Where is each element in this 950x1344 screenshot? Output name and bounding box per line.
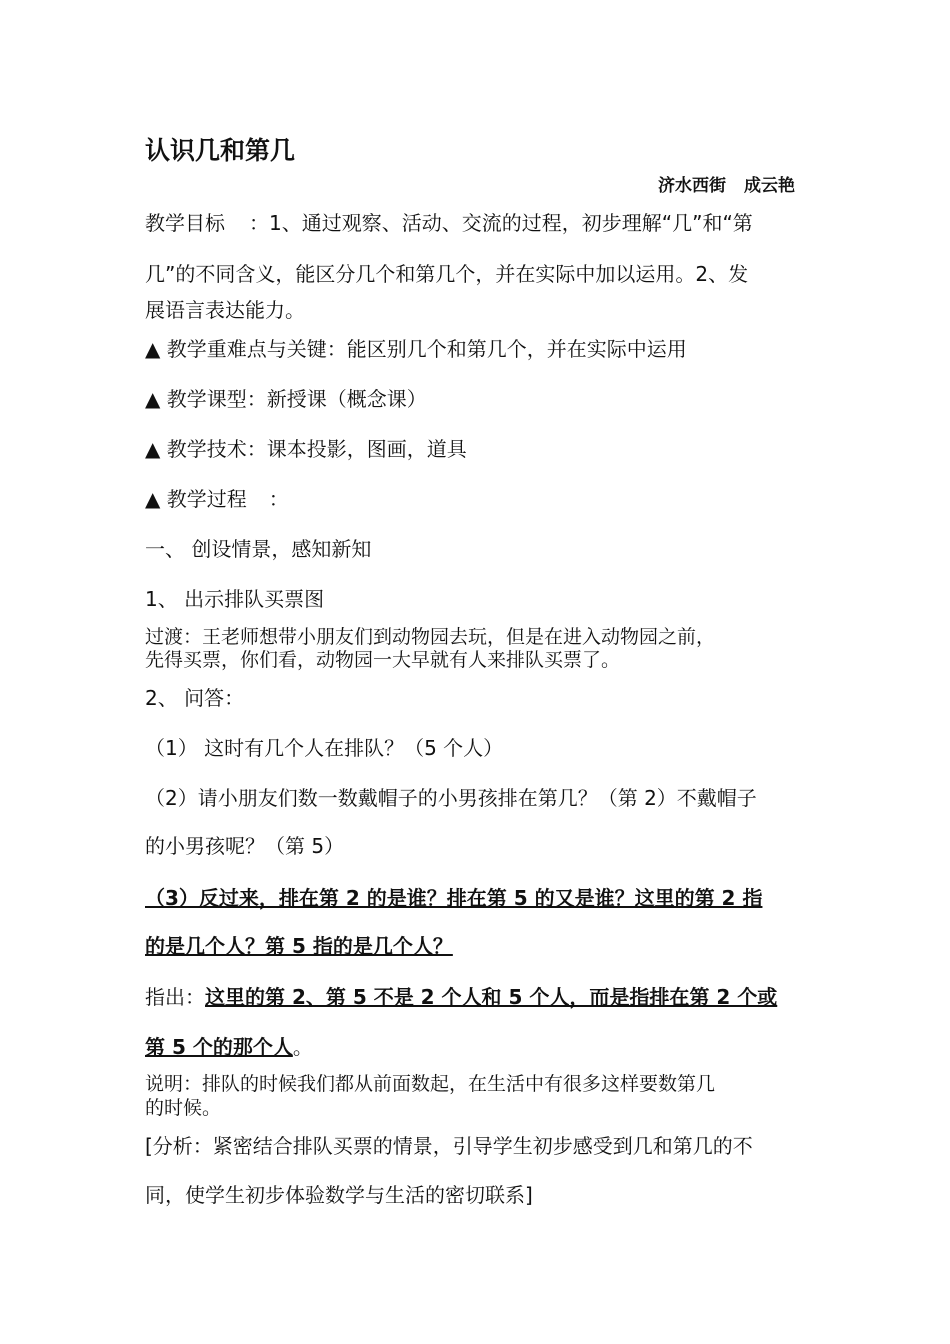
explain-line-1: 说明：排队的时候我们都从前面数起，在生活中有很多这样要数第几 [145,1073,716,1095]
point-emphasis-1: 这里的第 2、第 5 不是 2 个人和 5 个人，而是指排在第 2 个或 [205,985,778,1009]
bullet-suffix: ： [268,487,289,511]
bullet-technology [145,437,810,461]
explain-line-2: 的时候。 [145,1097,222,1119]
triangle-bullet-icon: ▲ [145,387,161,411]
transition-line-1: 过渡：王老师想带小朋友们到动物园去玩，但是在进入动物园之前， [145,626,716,648]
question-3-line-2: 的是几个人？第 5 指的是几个人？ [145,934,453,958]
objectives-sep: ： [249,211,269,235]
point-line-1 [145,985,810,1009]
step-1: 1、 出示排队买票图 [145,587,325,611]
step-2: 2、 问答： [145,686,245,710]
bullet-text: 教学课型：新授课（概念课） [166,387,427,411]
point-label: 指出： [145,985,205,1009]
author-line [658,175,795,197]
objectives-line-3: 展语言表达能力。 [145,298,305,322]
bullet-lesson-type [145,387,810,411]
point-line-2 [145,1035,810,1059]
analysis-line-2: 同，使学生初步体验数学与生活的密切联系] [145,1183,533,1207]
question-2-line-1: （2）请小朋友们数一数戴帽子的小男孩排在第几？（第 2）不戴帽子 [145,786,757,810]
objectives-line-2: 几”的不同含义，能区分几个和第几个，并在实际中加以运用。2、发 [145,262,749,286]
point-end: 。 [292,1035,313,1059]
triangle-bullet-icon: ▲ [145,337,161,361]
section-heading-1: 一、 创设情景，感知新知 [145,537,372,561]
point-emphasis-2: 第 5 个的那个人 [145,1035,293,1059]
author-name: 成云艳 [744,176,795,196]
bullet-text: 教学重难点与关键：能区别几个和第几个，并在实际中运用 [166,337,687,361]
objectives-text-1: 1、通过观察、活动、交流的过程，初步理解“几”和“第 [269,211,753,235]
bullet-process [145,487,810,511]
triangle-bullet-icon: ▲ [145,487,161,511]
bullet-text: 教学过程 [166,487,247,511]
question-1: （1） 这时有几个人在排队？（5 个人） [145,736,504,760]
question-2-line-2: 的小男孩呢？（第 5） [145,834,345,858]
triangle-bullet-icon: ▲ [145,437,161,461]
bullet-text: 教学技术：课本投影，图画，道具 [166,437,467,461]
bullet-key-points [145,337,810,361]
question-3-line-1: （3）反过来，排在第 2 的是谁？排在第 5 的又是谁？这里的第 2 指 [145,886,763,910]
analysis-line-1: [分析：紧密结合排队买票的情景，引导学生初步感受到几和第几的不 [145,1134,753,1158]
objectives-line-1 [145,211,810,235]
author-school: 济水西街 [658,176,726,196]
transition-line-2: 先得买票，你们看，动物园一大早就有人来排队买票了。 [145,649,621,671]
objectives-label: 教学目标 [145,211,225,235]
page-title: 认识几和第几 [145,136,296,165]
